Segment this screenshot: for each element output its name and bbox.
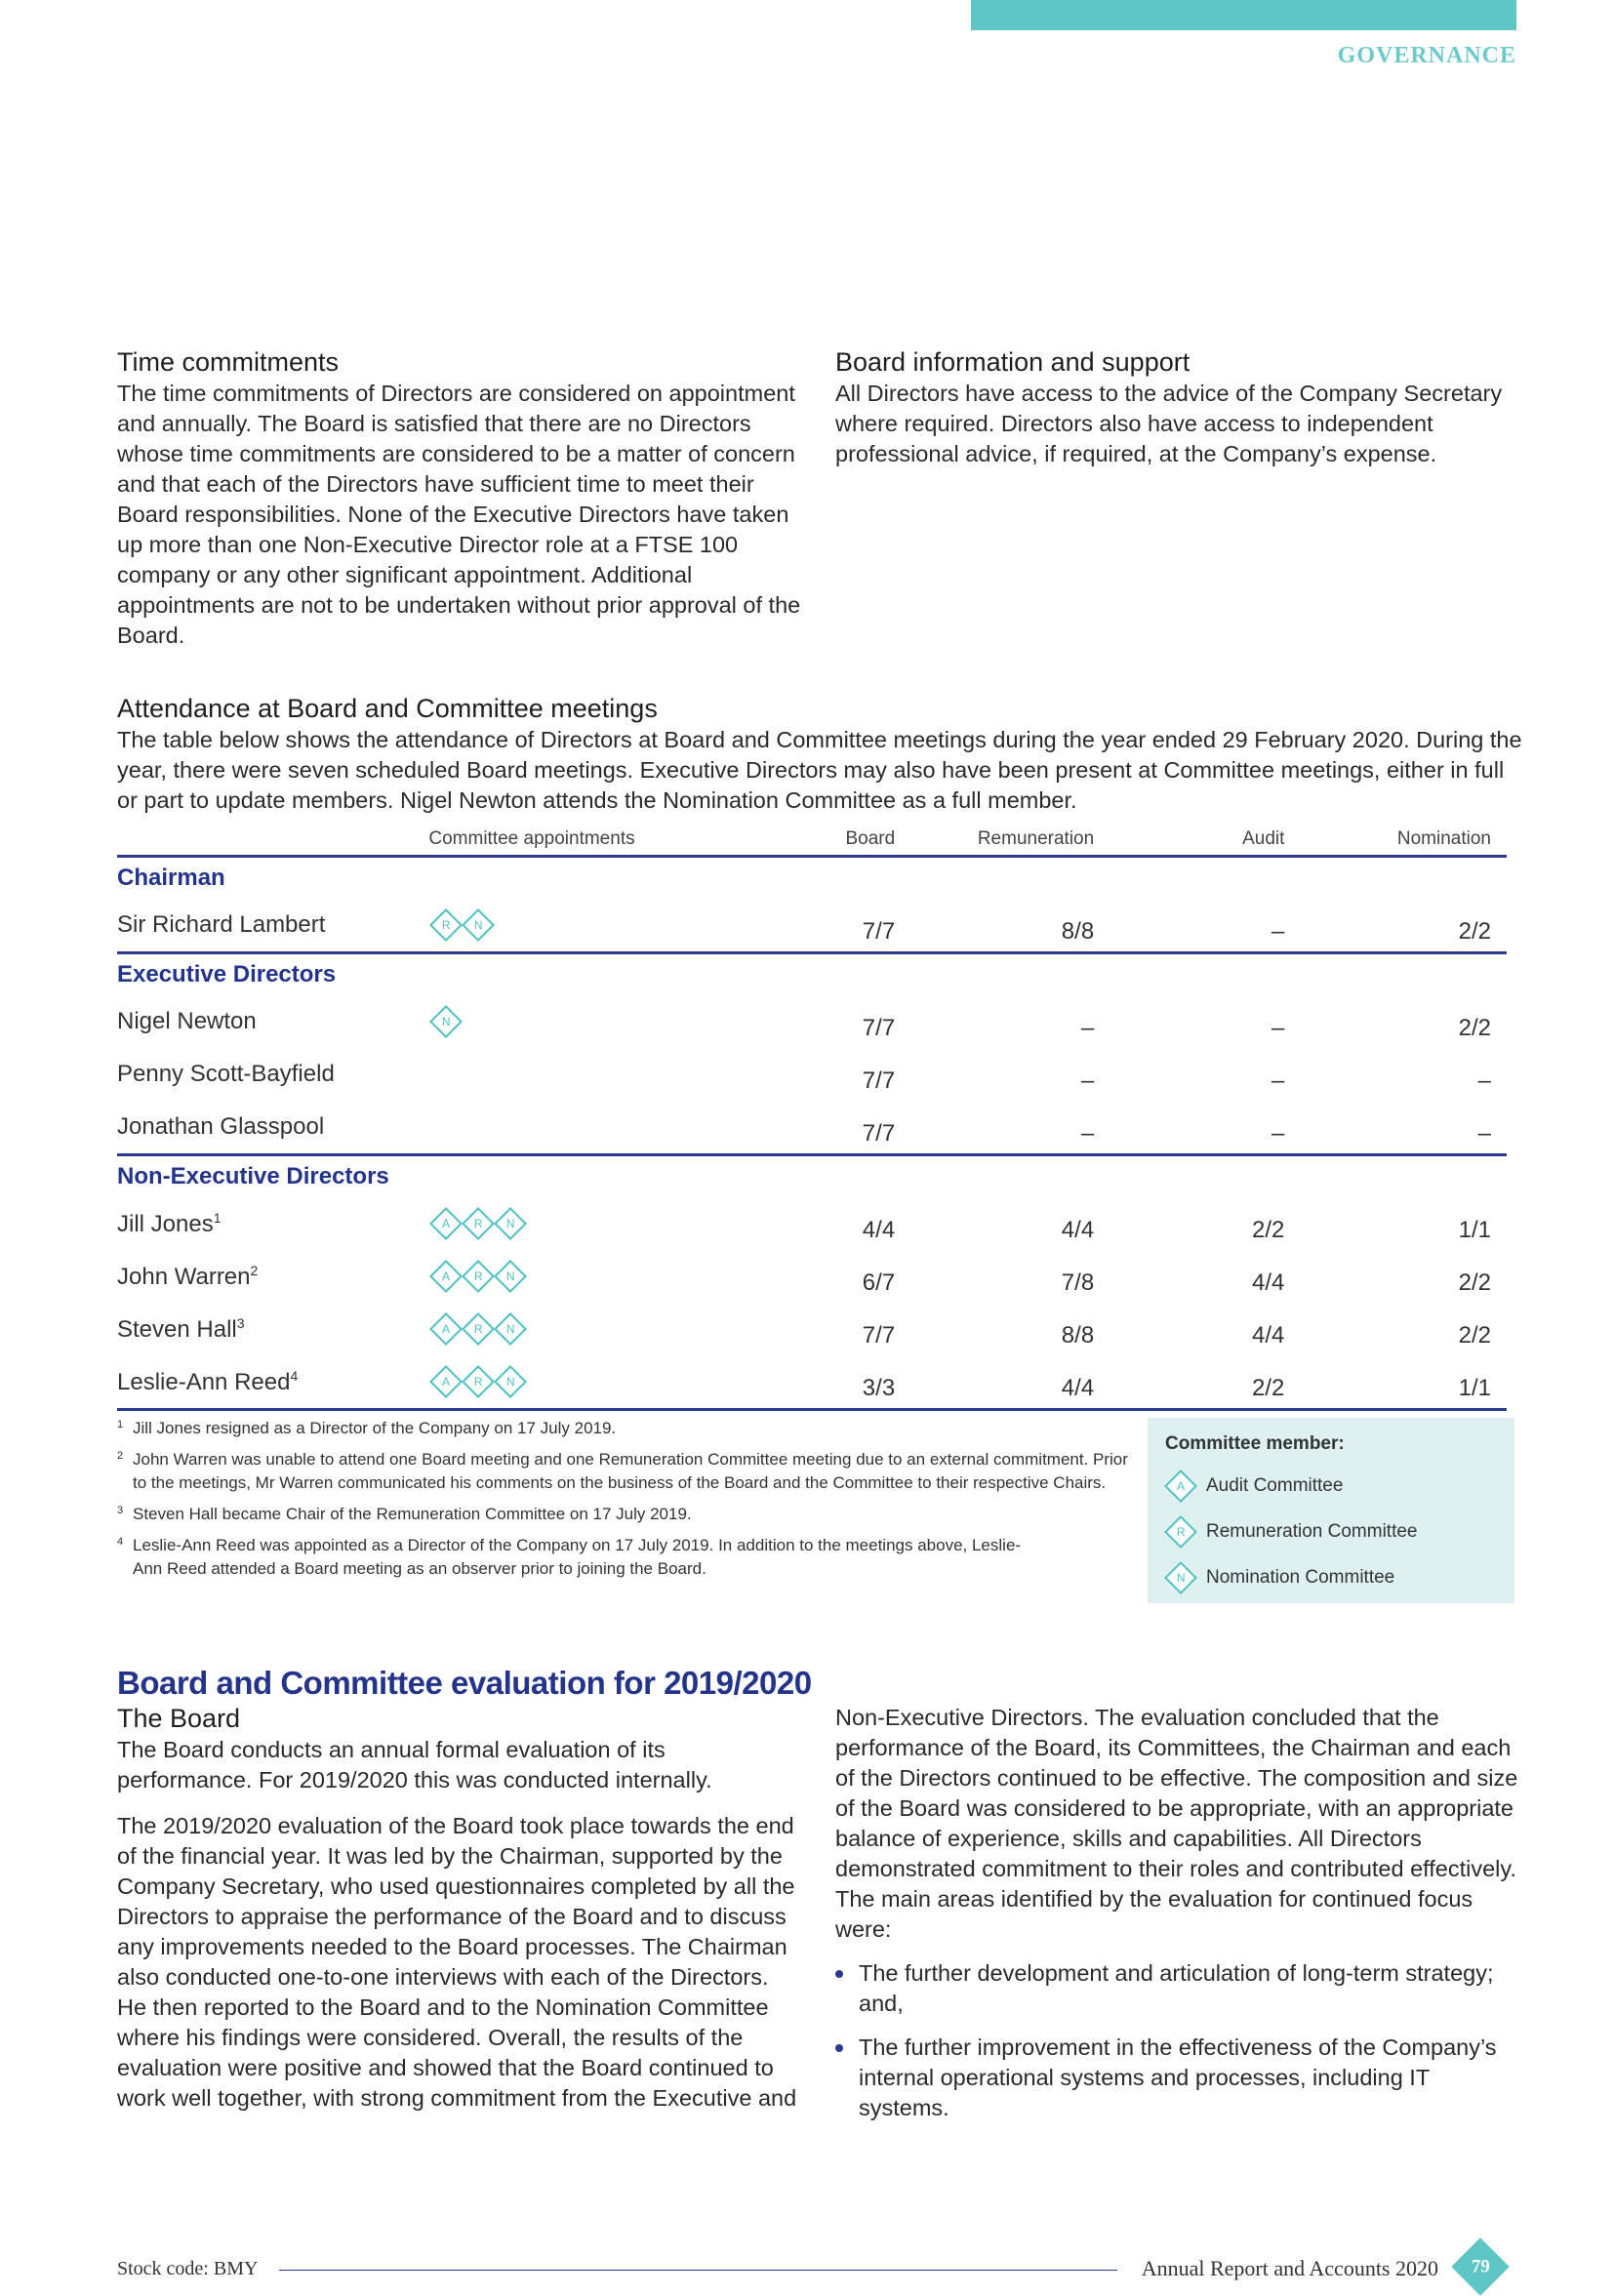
audit-attendance: 2/2 <box>1110 1355 1300 1410</box>
remuneration-badge-icon: R <box>462 1312 495 1346</box>
focus-areas-list <box>835 1958 1518 2123</box>
evaluation-right-column <box>835 1703 1518 2137</box>
key-item-label: Audit Committee <box>1206 1474 1344 1496</box>
director-name: Jill Jones <box>117 1210 214 1237</box>
committee-cell <box>428 899 710 953</box>
director-name: Nigel Newton <box>117 1008 257 1034</box>
director-name: Jonathan Glasspool <box>117 1113 325 1140</box>
table-row <box>117 1303 1507 1355</box>
page-number: 79 <box>1471 2256 1490 2276</box>
remuneration-attendance: 4/4 <box>1061 1217 1095 1243</box>
footnote-text: Steven Hall became Chair of the Remuneration Committee on 17 July 2019. <box>133 1505 692 1523</box>
footnote-ref: 1 <box>213 1209 222 1226</box>
column-header-board: Board <box>710 827 910 857</box>
nomination-badge-icon: N <box>494 1207 527 1240</box>
time-commitments-heading: Time commitments <box>117 347 340 377</box>
section-label: GOVERNANCE <box>1337 43 1516 68</box>
table-row <box>117 899 1507 953</box>
director-name-cell <box>117 899 428 953</box>
footnote-mark: 4 <box>117 1536 124 1548</box>
footnote-mark: 3 <box>117 1505 124 1516</box>
committee-cell <box>428 1101 710 1155</box>
board-attendance: 7/7 <box>710 899 910 953</box>
column-header-committee: Committee appointments <box>428 827 710 857</box>
director-name-cell <box>117 995 428 1048</box>
column-header-nomination: Nomination <box>1300 827 1507 857</box>
remuneration-attendance: 7/8 <box>1061 1269 1095 1296</box>
board-attendance: 7/7 <box>862 1015 896 1041</box>
remuneration-badge-icon: R <box>462 1207 495 1240</box>
attendance-text: The table below shows the attendance of Directors at Board and Committee meetings during the year ended 29 February 2020. During the year, there were seven scheduled Board meetings. Executive Directors may also have been present at Committee meetings, either in full or part to update members. Nigel Newton attends the Nomination Committee as a full member. <box>117 727 1522 813</box>
footnote-ref: 4 <box>290 1367 299 1384</box>
remuneration-badge-icon: R <box>462 1365 495 1398</box>
remuneration-attendance: – <box>1080 1067 1095 1094</box>
group-label: Chairman <box>117 865 225 891</box>
footnote <box>117 1503 1132 1526</box>
nomination-attendance: – <box>1300 1101 1507 1155</box>
evaluation-subheading: The Board <box>117 1704 241 1733</box>
header-accent-bar <box>971 0 1516 30</box>
footnote-text: Leslie-Ann Reed was appointed as a Director of the Company on 17 July 2019. In addition to the meetings above, Leslie-Ann Reed attended a Board meeting as an observer prior to joining the Board. <box>133 1536 1022 1578</box>
audit-badge-icon: A <box>429 1260 463 1293</box>
audit-attendance: – <box>1271 1015 1285 1041</box>
table-group-row <box>117 857 1507 900</box>
committee-cell <box>428 1355 710 1410</box>
key-item-label: Nomination Committee <box>1206 1566 1395 1588</box>
table-group-row <box>117 1155 1507 1198</box>
committee-cell <box>428 1048 710 1101</box>
nomination-attendance: 2/2 <box>1458 1269 1491 1296</box>
audit-attendance: 4/4 <box>1252 1322 1285 1349</box>
committee-cell <box>428 1250 710 1303</box>
remuneration-attendance: 4/4 <box>910 1355 1110 1410</box>
audit-attendance: – <box>1271 1067 1285 1094</box>
board-attendance: 4/4 <box>862 1217 896 1243</box>
board-info-heading: Board information and support <box>835 347 1190 377</box>
key-item-remuneration <box>1165 1509 1514 1554</box>
footnote <box>117 1417 1132 1440</box>
table-row <box>117 1197 1507 1250</box>
director-name-cell <box>117 1355 428 1410</box>
board-attendance: 7/7 <box>710 1101 910 1155</box>
board-info-text: All Directors have access to the advice of the Company Secretary where required. Directors also have access to independent professional advice, if required, at the Company’s expense. <box>835 381 1503 466</box>
list-item: The further improvement in the effectiveness of the Company’s internal operational systems and processes, including IT systems. <box>835 2033 1518 2123</box>
director-name-cell <box>117 1197 428 1250</box>
key-item-nomination <box>1165 1554 1514 1600</box>
remuneration-badge-icon: R <box>429 908 463 942</box>
director-name-cell <box>117 1250 428 1303</box>
table-header-row <box>117 827 1507 857</box>
nomination-badge-icon: N <box>1164 1561 1197 1594</box>
group-label: Non-Executive Directors <box>117 1163 389 1189</box>
board-attendance: 7/7 <box>862 1322 896 1349</box>
audit-attendance: 2/2 <box>1252 1217 1285 1243</box>
board-attendance: 3/3 <box>710 1355 910 1410</box>
footnote-ref: 2 <box>250 1262 259 1278</box>
group-label: Executive Directors <box>117 961 337 987</box>
nomination-badge-icon: N <box>429 1005 463 1038</box>
committee-key-title: Committee member: <box>1165 1433 1345 1454</box>
nomination-attendance: 1/1 <box>1300 1355 1507 1410</box>
footnote <box>117 1448 1132 1495</box>
committee-key <box>1148 1418 1514 1603</box>
nomination-attendance: 1/1 <box>1458 1217 1491 1243</box>
time-commitments-text: The time commitments of Directors are considered on appointment and annually. The Board is satisfied that there are no Directors whose time commitments are considered to be a matter of concern and that each of the Directors have sufficient time to meet their Board responsibilities. None of the Executive Directors have taken up more than one Non-Executive Director role at a FTSE 100 company or any other significant appointment. Additional appointments are not to be undertaken without prior approval of the Board. <box>117 381 801 648</box>
footnote-mark: 1 <box>117 1419 124 1430</box>
attendance-table <box>117 827 1507 1411</box>
board-info-section <box>835 345 1518 469</box>
key-item-audit <box>1165 1463 1514 1509</box>
time-commitments-section <box>117 345 805 651</box>
nomination-badge-icon: N <box>494 1365 527 1398</box>
footnote-text: Jill Jones resigned as a Director of the Company on 17 July 2019. <box>133 1419 617 1437</box>
remuneration-attendance: – <box>910 1101 1110 1155</box>
attendance-intro <box>117 692 1522 816</box>
footnote <box>117 1534 1132 1581</box>
director-name: Sir Richard Lambert <box>117 911 326 938</box>
footnotes <box>117 1417 1132 1589</box>
nomination-attendance: 2/2 <box>1458 1322 1491 1349</box>
audit-badge-icon: A <box>429 1312 463 1346</box>
nomination-attendance: 2/2 <box>1300 899 1507 953</box>
footnote-text: John Warren was unable to attend one Board meeting and one Remuneration Committee meeting due to an external commitment. Prior to the meetings, Mr Warren communicated his comments on the business of the Board and the Committee to their respective Chairs. <box>133 1450 1128 1492</box>
audit-badge-icon: A <box>429 1365 463 1398</box>
attendance-table-body <box>117 857 1507 1410</box>
audit-attendance: 4/4 <box>1252 1269 1285 1296</box>
key-item-label: Remuneration Committee <box>1206 1520 1418 1542</box>
audit-attendance: – <box>1110 1101 1300 1155</box>
evaluation-paragraph-1: The Board conducts an annual formal evaluation of its performance. For 2019/2020 this was conducted internally. <box>117 1737 712 1792</box>
evaluation-paragraph-2: The 2019/2020 evaluation of the Board took place towards the end of the financial year. It was led by the Chairman, supported by the Company Secretary, who used questionnaires completed by all the Directors to appraise the performance of the Board and to discuss any improvements needed to the Board processes. The Chairman also conducted one-to-one interviews with each of the Directors. He then reported to the Board and to the Nomination Committee where his findings were considered. Overall, the results of the evaluation were positive and showed that the Board continued to work well together, with strong commitment from the Executive and <box>117 1813 797 2111</box>
director-name: Leslie-Ann Reed <box>117 1368 291 1395</box>
director-name: John Warren <box>117 1263 251 1290</box>
board-attendance: 7/7 <box>862 1067 896 1094</box>
table-group-row <box>117 953 1507 996</box>
nomination-badge-icon: N <box>462 908 495 942</box>
committee-cell <box>428 995 710 1048</box>
remuneration-badge-icon: R <box>462 1260 495 1293</box>
nomination-attendance: 2/2 <box>1458 1015 1491 1041</box>
remuneration-attendance: – <box>1080 1015 1095 1041</box>
nomination-badge-icon: N <box>494 1260 527 1293</box>
audit-badge-icon: A <box>1164 1470 1197 1503</box>
nomination-badge-icon: N <box>494 1312 527 1346</box>
list-item: The further development and articulation of long-term strategy; and, <box>835 1958 1518 2019</box>
board-attendance: 6/7 <box>862 1269 896 1296</box>
nomination-attendance: – <box>1477 1067 1491 1094</box>
attendance-heading: Attendance at Board and Committee meetings <box>117 694 658 723</box>
director-name-cell <box>117 1101 428 1155</box>
evaluation-left-column <box>117 1702 800 2114</box>
table-row <box>117 1048 1507 1101</box>
remuneration-badge-icon: R <box>1164 1515 1197 1549</box>
footnote-ref: 3 <box>236 1314 245 1331</box>
director-name-cell <box>117 1048 428 1101</box>
audit-badge-icon: A <box>429 1207 463 1240</box>
table-row <box>117 1250 1507 1303</box>
audit-attendance: – <box>1110 899 1300 953</box>
report-title: Annual Report and Accounts 2020 <box>1141 2256 1438 2280</box>
column-header-audit: Audit <box>1110 827 1300 857</box>
column-header-remuneration: Remuneration <box>910 827 1110 857</box>
column-header-name <box>117 827 428 857</box>
table-row <box>117 995 1507 1048</box>
remuneration-attendance: 8/8 <box>910 899 1110 953</box>
evaluation-heading: Board and Committee evaluation for 2019/2020 <box>117 1665 812 1701</box>
page-number-badge <box>1451 2237 1509 2295</box>
remuneration-attendance: 8/8 <box>1061 1322 1095 1349</box>
committee-cell <box>428 1303 710 1355</box>
table-row <box>117 1355 1507 1410</box>
director-name: Steven Hall <box>117 1315 237 1343</box>
director-name-cell <box>117 1303 428 1355</box>
footnote-mark: 2 <box>117 1450 124 1462</box>
table-row <box>117 1101 1507 1155</box>
evaluation-paragraph-3: Non-Executive Directors. The evaluation concluded that the performance of the Board, its Committees, the Chairman and each of the Directors continued to be effective. The composition and size of the Board was considered to be appropriate, with an appropriate balance of experience, skills and capabilities. All Directors demonstrated commitment to their roles and contributed effectively. The main areas identified by the evaluation for continued focus were: <box>835 1705 1518 1942</box>
committee-cell <box>428 1197 710 1250</box>
footer-divider <box>279 2270 1117 2271</box>
stock-code: Stock code: BMY <box>117 2258 259 2279</box>
director-name: Penny Scott-Bayfield <box>117 1061 335 1087</box>
